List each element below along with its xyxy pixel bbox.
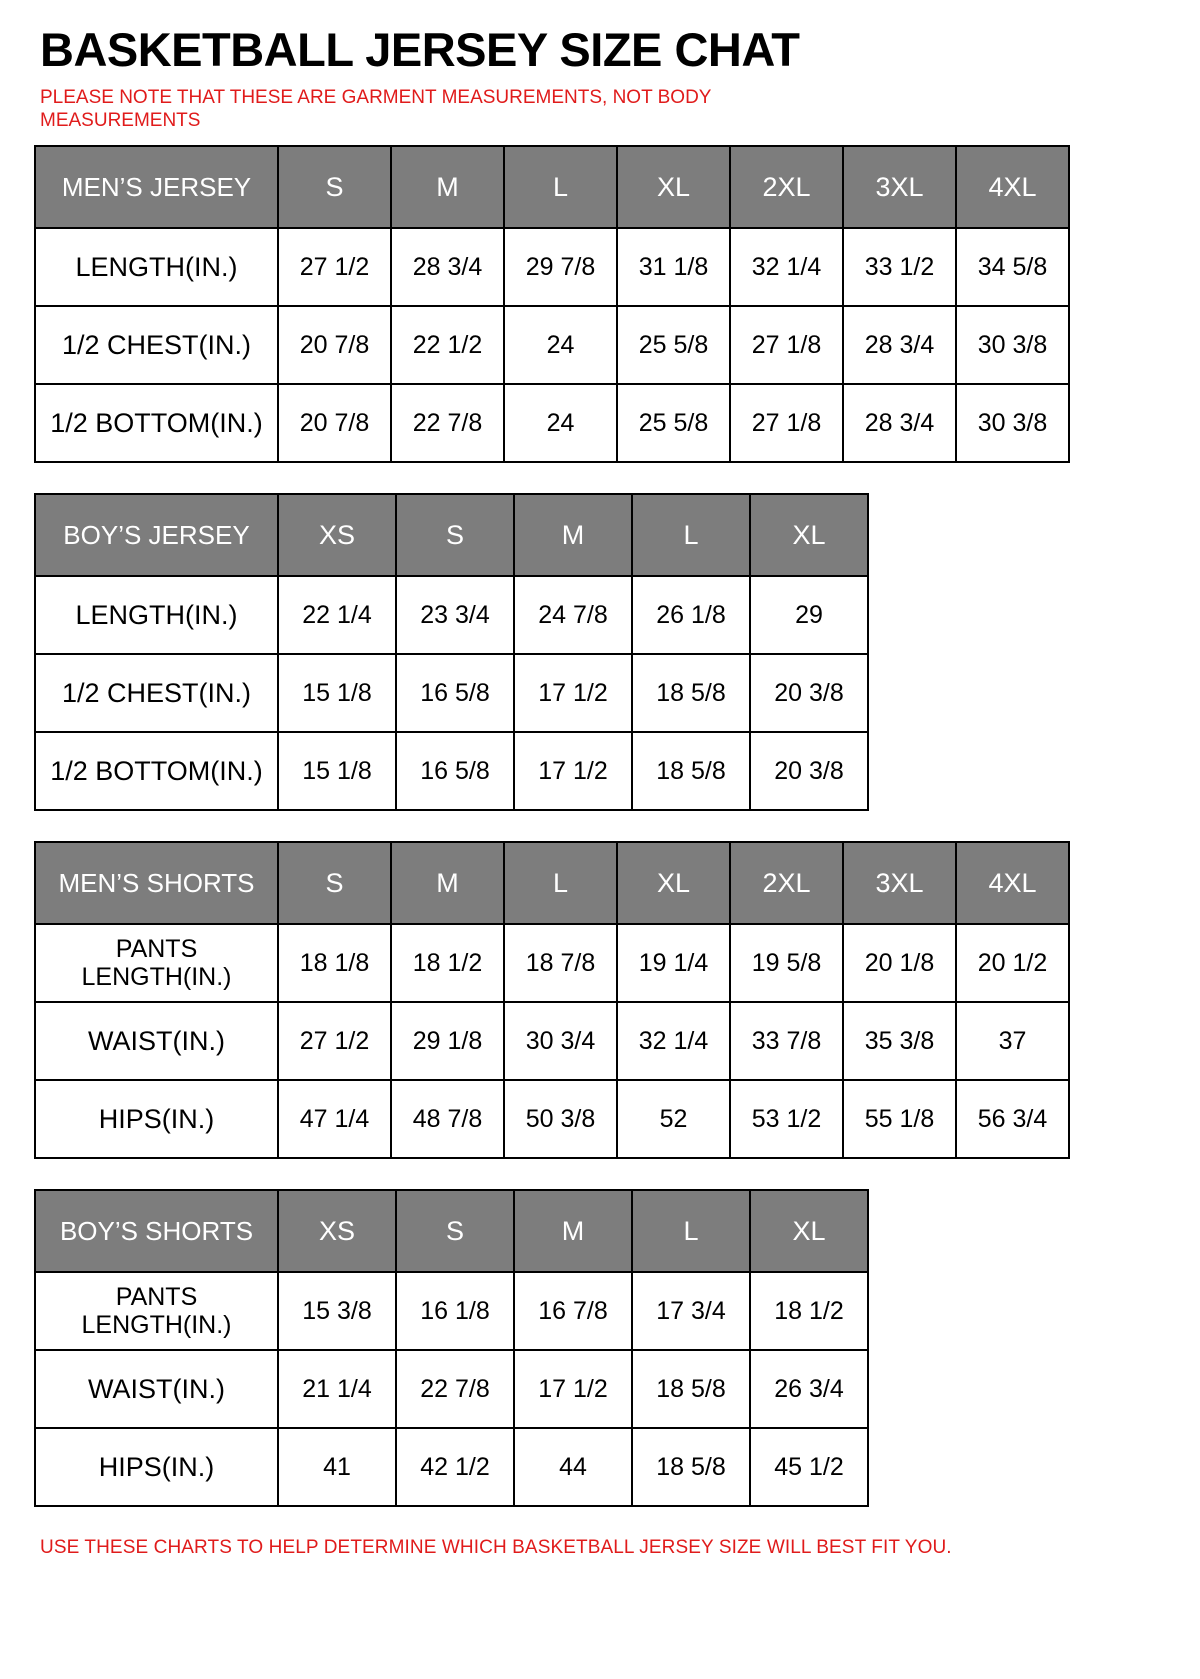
measurement-value: 30 3/8 <box>956 306 1069 384</box>
page-title: BASKETBALL JERSEY SIZE CHAT <box>40 23 800 76</box>
measurement-value: 25 5/8 <box>617 306 730 384</box>
size-column-header: 4XL <box>956 146 1069 228</box>
measurement-value: 34 5/8 <box>956 228 1069 306</box>
measurement-value: 20 7/8 <box>278 384 391 462</box>
measurement-value: 48 7/8 <box>391 1080 504 1158</box>
size-column-header: XL <box>750 494 868 576</box>
measurement-value: 27 1/2 <box>278 228 391 306</box>
measurement-value: 24 <box>504 306 617 384</box>
size-column-header: M <box>391 842 504 924</box>
measurement-label: HIPS(IN.) <box>35 1428 278 1506</box>
table-row <box>35 924 1069 1002</box>
measurement-value: 18 5/8 <box>632 654 750 732</box>
measurement-value: 17 1/2 <box>514 732 632 810</box>
size-column-header: L <box>504 146 617 228</box>
measurement-value: 17 1/2 <box>514 1350 632 1428</box>
measurement-value: 26 3/4 <box>750 1350 868 1428</box>
measurement-value: 22 1/4 <box>278 576 396 654</box>
measurement-value: 28 3/4 <box>843 384 956 462</box>
size-table-boy-jersey <box>34 493 869 811</box>
measurement-value: 20 3/8 <box>750 654 868 732</box>
measurement-value: 45 1/2 <box>750 1428 868 1506</box>
measurement-value: 27 1/8 <box>730 306 843 384</box>
measurement-value: 20 3/8 <box>750 732 868 810</box>
table-header-row <box>35 842 1069 924</box>
size-column-header: L <box>632 494 750 576</box>
measurement-value: 16 1/8 <box>396 1272 514 1350</box>
measurement-value: 20 7/8 <box>278 306 391 384</box>
measurement-value: 30 3/4 <box>504 1002 617 1080</box>
measurement-value: 30 3/8 <box>956 384 1069 462</box>
measurement-value: 18 5/8 <box>632 1428 750 1506</box>
size-column-header: S <box>278 842 391 924</box>
measurement-value: 22 1/2 <box>391 306 504 384</box>
table-header-label: BOY’S JERSEY <box>35 494 278 576</box>
table-header-row <box>35 1190 868 1272</box>
measurement-value: 17 1/2 <box>514 654 632 732</box>
measurement-value: 37 <box>956 1002 1069 1080</box>
size-column-header: L <box>632 1190 750 1272</box>
measurement-value: 22 7/8 <box>396 1350 514 1428</box>
measurement-value: 16 7/8 <box>514 1272 632 1350</box>
measurement-value: 29 <box>750 576 868 654</box>
measurement-label: WAIST(IN.) <box>35 1350 278 1428</box>
measurement-value: 18 7/8 <box>504 924 617 1002</box>
size-column-header: XS <box>278 494 396 576</box>
size-column-header: M <box>391 146 504 228</box>
measurement-value: 19 5/8 <box>730 924 843 1002</box>
measurement-value: 55 1/8 <box>843 1080 956 1158</box>
measurement-value: 29 1/8 <box>391 1002 504 1080</box>
measurement-label: PANTS LENGTH(IN.) <box>35 924 278 1002</box>
measurement-value: 33 1/2 <box>843 228 956 306</box>
measurement-value: 20 1/8 <box>843 924 956 1002</box>
measurement-value: 44 <box>514 1428 632 1506</box>
measurement-value: 28 3/4 <box>391 228 504 306</box>
size-column-header: S <box>396 1190 514 1272</box>
measurement-value: 27 1/8 <box>730 384 843 462</box>
measurement-value: 32 1/4 <box>617 1002 730 1080</box>
table-row <box>35 1350 868 1428</box>
table-header-row <box>35 146 1069 228</box>
table-header-row <box>35 494 868 576</box>
measurement-value: 15 1/8 <box>278 732 396 810</box>
table-header-label: MEN’S JERSEY <box>35 146 278 228</box>
measurement-value: 27 1/2 <box>278 1002 391 1080</box>
measurement-value: 41 <box>278 1428 396 1506</box>
table-row <box>35 1002 1069 1080</box>
measurement-value: 22 7/8 <box>391 384 504 462</box>
measurement-label: PANTS LENGTH(IN.) <box>35 1272 278 1350</box>
measurement-value: 26 1/8 <box>632 576 750 654</box>
size-column-header: 4XL <box>956 842 1069 924</box>
measurement-value: 50 3/8 <box>504 1080 617 1158</box>
measurement-value: 32 1/4 <box>730 228 843 306</box>
size-column-header: XS <box>278 1190 396 1272</box>
measurement-label: LENGTH(IN.) <box>35 576 278 654</box>
size-table-men-shorts <box>34 841 1070 1159</box>
size-column-header: M <box>514 1190 632 1272</box>
measurement-value: 18 5/8 <box>632 1350 750 1428</box>
measurement-label: LENGTH(IN.) <box>35 228 278 306</box>
measurement-value: 23 3/4 <box>396 576 514 654</box>
size-column-header: XL <box>617 842 730 924</box>
measurement-value: 25 5/8 <box>617 384 730 462</box>
measurement-note: PLEASE NOTE THAT THESE ARE GARMENT MEASUREMENTS, NOT BODY MEASUREMENTS <box>40 86 712 132</box>
measurement-value: 53 1/2 <box>730 1080 843 1158</box>
measurement-value: 28 3/4 <box>843 306 956 384</box>
measurement-label: 1/2 BOTTOM(IN.) <box>35 732 278 810</box>
size-table-boy-shorts <box>34 1189 869 1507</box>
table-row <box>35 306 1069 384</box>
table-row <box>35 228 1069 306</box>
table-row <box>35 1080 1069 1158</box>
size-column-header: 2XL <box>730 842 843 924</box>
measurement-label: HIPS(IN.) <box>35 1080 278 1158</box>
measurement-value: 15 3/8 <box>278 1272 396 1350</box>
size-column-header: M <box>514 494 632 576</box>
measurement-value: 19 1/4 <box>617 924 730 1002</box>
size-column-header: S <box>396 494 514 576</box>
table-row <box>35 576 868 654</box>
table-row <box>35 732 868 810</box>
size-column-header: XL <box>750 1190 868 1272</box>
table-row <box>35 1428 868 1506</box>
measurement-value: 16 5/8 <box>396 654 514 732</box>
tables-container <box>34 145 1166 1507</box>
size-column-header: 3XL <box>843 146 956 228</box>
measurement-value: 52 <box>617 1080 730 1158</box>
measurement-label: 1/2 CHEST(IN.) <box>35 306 278 384</box>
measurement-value: 31 1/8 <box>617 228 730 306</box>
measurement-value: 18 1/2 <box>750 1272 868 1350</box>
table-row <box>35 1272 868 1350</box>
table-header-label: MEN’S SHORTS <box>35 842 278 924</box>
measurement-value: 21 1/4 <box>278 1350 396 1428</box>
measurement-value: 18 1/2 <box>391 924 504 1002</box>
size-table-men-jersey <box>34 145 1070 463</box>
size-column-header: 3XL <box>843 842 956 924</box>
measurement-value: 17 3/4 <box>632 1272 750 1350</box>
table-header-label: BOY’S SHORTS <box>35 1190 278 1272</box>
measurement-value: 35 3/8 <box>843 1002 956 1080</box>
measurement-label: 1/2 CHEST(IN.) <box>35 654 278 732</box>
measurement-value: 15 1/8 <box>278 654 396 732</box>
measurement-value: 18 1/8 <box>278 924 391 1002</box>
size-column-header: S <box>278 146 391 228</box>
footer-note: USE THESE CHARTS TO HELP DETERMINE WHICH BASKETBALL JERSEY SIZE WILL BEST FIT YOU. <box>40 1537 952 1559</box>
size-column-header: L <box>504 842 617 924</box>
measurement-value: 42 1/2 <box>396 1428 514 1506</box>
size-column-header: 2XL <box>730 146 843 228</box>
table-row <box>35 654 868 732</box>
measurement-value: 16 5/8 <box>396 732 514 810</box>
measurement-value: 18 5/8 <box>632 732 750 810</box>
measurement-label: WAIST(IN.) <box>35 1002 278 1080</box>
measurement-value: 20 1/2 <box>956 924 1069 1002</box>
measurement-value: 56 3/4 <box>956 1080 1069 1158</box>
table-row <box>35 384 1069 462</box>
measurement-value: 47 1/4 <box>278 1080 391 1158</box>
measurement-value: 24 7/8 <box>514 576 632 654</box>
measurement-value: 29 7/8 <box>504 228 617 306</box>
measurement-label: 1/2 BOTTOM(IN.) <box>35 384 278 462</box>
size-column-header: XL <box>617 146 730 228</box>
measurement-value: 33 7/8 <box>730 1002 843 1080</box>
measurement-value: 24 <box>504 384 617 462</box>
